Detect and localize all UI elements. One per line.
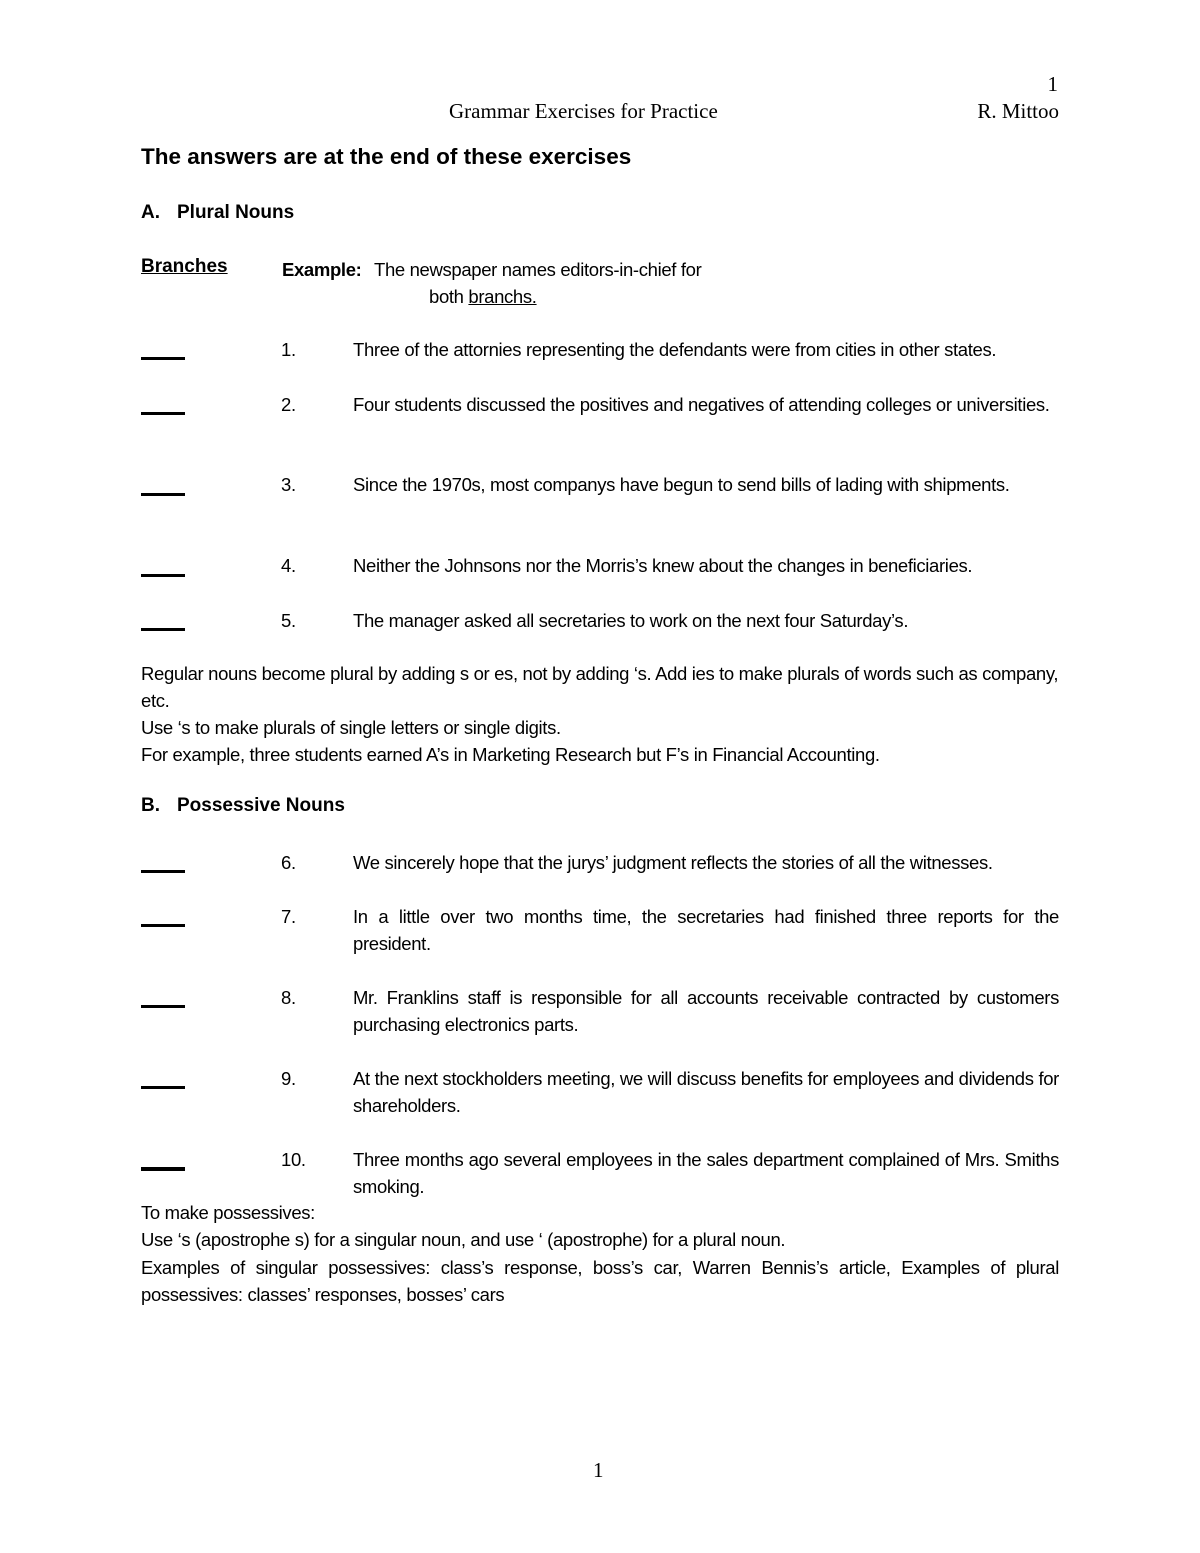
- question-text: Neither the Johnsons nor the Morris’s knew about the changes in beneficiaries.: [353, 555, 973, 576]
- question-text: In a little over two months time, the secretaries had finished three reports for the president.: [353, 906, 1059, 954]
- section-b-letter: B.: [141, 795, 160, 816]
- question-number: 3.: [281, 474, 296, 495]
- example-label: Example:: [282, 259, 362, 280]
- footer-page-number: 1: [593, 1458, 604, 1482]
- possessive-rule-note: Use ‘s (apostrophe s) for a singular noun, and use ‘ (apostrophe) for a plural noun.: [141, 1229, 786, 1250]
- header-page-number: 1: [1047, 72, 1058, 96]
- section-a-title: Plural Nouns: [177, 202, 295, 223]
- answer-blank-4[interactable]: [141, 574, 185, 577]
- question-text: Since the 1970s, most companys have begun to send bills of lading with shipments.: [353, 474, 1010, 495]
- example-answer-label: Branches: [141, 256, 228, 277]
- answer-blank-9[interactable]: [141, 1086, 185, 1089]
- question-number: 6.: [281, 852, 296, 873]
- question-text: Four students discussed the positives and negatives of attending colleges or universities.: [353, 394, 1050, 415]
- answer-blank-3[interactable]: [141, 493, 185, 496]
- question-text: The manager asked all secretaries to work on the next four Saturday’s.: [353, 610, 909, 631]
- question-text: We sincerely hope that the jurys’ judgment reflects the stories of all the witnesses.: [353, 852, 993, 873]
- plural-rule-note: For example, three students earned A’s in Marketing Research but F’s in Financial Accounting.: [141, 744, 880, 765]
- answer-blank-2[interactable]: [141, 412, 185, 415]
- question-text: Three months ago several employees in the sales department complained of Mrs. Smiths smoking.: [353, 1149, 1059, 1197]
- header-author: R. Mittoo: [977, 99, 1059, 123]
- header-title: Grammar Exercises for Practice: [449, 99, 718, 123]
- answer-blank-1[interactable]: [141, 357, 185, 360]
- question-text: At the next stockholders meeting, we will discuss benefits for employees and dividends for shareholders.: [353, 1068, 1059, 1116]
- possessive-rule-note: Examples of singular possessives: class’s response, boss’s car, Warren Bennis’s article, Examples of plural possessives: classes’ responses, bosses’ cars: [141, 1257, 1059, 1305]
- question-text: Mr. Franklins staff is responsible for all accounts receivable contracted by customers purchasing electronics parts.: [353, 987, 1059, 1035]
- answer-blank-7[interactable]: [141, 924, 185, 927]
- section-a-letter: A.: [141, 202, 160, 223]
- example-sentence-prefix: both: [429, 286, 469, 307]
- possessive-rule-note: To make possessives:: [141, 1202, 315, 1223]
- question-number: 10.: [281, 1149, 306, 1170]
- section-a-heading: [141, 202, 294, 224]
- answer-blank-8[interactable]: [141, 1005, 185, 1008]
- main-title: The answers are at the end of these exercises: [141, 144, 632, 169]
- question-number: 4.: [281, 555, 296, 576]
- plural-rule-note: Regular nouns become plural by adding s or es, not by adding ‘s. Add ies to make plurals of words such as company, etc.: [141, 663, 1059, 711]
- example-sentence-line1: The newspaper names editors-in-chief for: [374, 259, 702, 280]
- answer-blank-5[interactable]: [141, 628, 185, 631]
- example-sentence-line2: [429, 283, 537, 310]
- answer-blank-6[interactable]: [141, 870, 185, 873]
- answer-blank-10[interactable]: [141, 1167, 185, 1171]
- section-b-heading: [141, 795, 345, 817]
- question-number: 2.: [281, 394, 296, 415]
- question-number: 1.: [281, 339, 296, 360]
- example-sentence-underlined: branchs.: [468, 286, 537, 307]
- section-b-title: Possessive Nouns: [177, 795, 345, 816]
- question-number: 8.: [281, 987, 296, 1008]
- plural-rule-note: Use ‘s to make plurals of single letters or single digits.: [141, 717, 561, 738]
- question-number: 5.: [281, 610, 296, 631]
- question-number: 7.: [281, 906, 296, 927]
- question-number: 9.: [281, 1068, 296, 1089]
- question-text: Three of the attornies representing the defendants were from cities in other states.: [353, 339, 997, 360]
